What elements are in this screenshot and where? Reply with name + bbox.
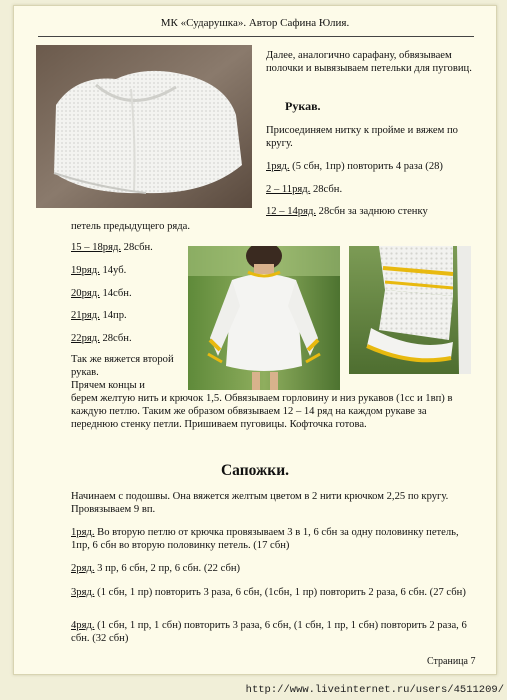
row-15-18 [71, 241, 191, 254]
row-text: 14сбн. [99, 288, 132, 299]
boots-heading: Сапожки. [220, 462, 289, 479]
row-text: (1 сбн, 1 пр) повторить 3 раза, 6 сбн, (1сбн, 1 пр) повторить 2 раза, 6 сбн. (27 сбн) [94, 587, 466, 598]
row-text: 3 пр, 6 сбн, 2 пр, 6 сбн. (22 сбн) [94, 563, 241, 574]
row-text: 14пр. [99, 310, 127, 321]
photo-doll-sweater [188, 246, 340, 390]
source-url-watermark: http://www.liveinternet.ru/users/4511209/ [245, 684, 504, 696]
row-text: 14уб. [99, 265, 127, 276]
row-text: 28сбн за заднюю стенку [316, 206, 428, 217]
row-continuation: петель предыдущего ряда. [71, 221, 190, 232]
document-page [13, 5, 497, 675]
sleeve-heading: Рукав. [285, 99, 321, 113]
row-text: (5 сбн, 1пр) повторить 4 раза (28) [289, 161, 443, 172]
row-text: Во вторую петлю от крючка провязываем 3 в 1, 6 сбн за одну половинку петель, 1пр, 6 сбн во вторую половинку петель. (17 сбн) [71, 527, 459, 551]
photo-cardigan-back [36, 45, 252, 208]
boots-row-3 [71, 586, 471, 599]
row-text: 28сбн. [99, 333, 132, 344]
intro-text: Далее, аналогично сарафану, обвязываем полочки и вывязываем петельки для пуговиц. [266, 50, 472, 74]
photo-sleeve-closeup [349, 246, 471, 374]
row-label: 2 – 11ряд. [266, 184, 311, 195]
row-label: 19ряд. [71, 265, 100, 276]
row-text: 28сбн. [310, 184, 343, 195]
row-label: 21ряд. [71, 310, 100, 321]
photo-cardigan-back-image [36, 45, 252, 208]
sleeve-intro: Присоединяем нитку к пройме и вяжем по кругу. [266, 125, 458, 149]
row-21 [71, 309, 191, 322]
row-19 [71, 264, 191, 277]
row-label: 1ряд. [71, 527, 95, 538]
photo-doll-sweater-image [188, 246, 340, 390]
row-2-11 [266, 183, 486, 196]
row-text: 28сбн. [121, 242, 153, 253]
hide-ends-text: Прячем концы и [71, 380, 145, 391]
page-header: МК «Сударушка». Автор Сафина Юлия. [160, 17, 350, 29]
boots-row-1 [71, 526, 471, 552]
row-label: 1ряд. [266, 161, 290, 172]
page-number: Страница 7 [427, 656, 476, 667]
finish-text: берем желтую нить и крючок 1,5. Обвязываем горловину и низ рукавов (1сс и 1вп) в каждую петлю. Таким же образом обвязываем 12 – 14 ряд на каждом рукаве за переднюю стенку петли. Пришиваем пуговицы. Кофточка готова. [71, 393, 453, 430]
second-sleeve-text: Так же вяжется второй рукав. [71, 354, 174, 378]
row-label: 22ряд. [71, 333, 100, 344]
row-20 [71, 287, 191, 300]
row-1 [266, 160, 486, 173]
boots-row-4 [71, 619, 471, 645]
row-label: 12 – 14ряд. [266, 206, 316, 217]
row-label: 4ряд. [71, 620, 95, 631]
row-12-14 [266, 205, 486, 218]
row-label: 3ряд. [71, 587, 95, 598]
header-rule [38, 36, 474, 37]
photo-sleeve-closeup-image [349, 246, 471, 374]
row-22 [71, 332, 191, 345]
row-label: 15 – 18ряд. [71, 242, 121, 253]
row-text: (1 сбн, 1 пр, 1 сбн) повторить 3 раза, 6 сбн, (1 сбн, 1 пр, 1 сбн) повторить 2 раза, 6 сбн. (32 сбн) [71, 620, 467, 644]
boots-row-2 [71, 562, 471, 575]
row-label: 20ряд. [71, 288, 100, 299]
row-label: 2ряд. [71, 563, 95, 574]
boots-intro: Начинаем с подошвы. Она вяжется желтым цветом в 2 нити крючком 2,25 по кругу. Провязываем 9 вп. [71, 491, 449, 515]
